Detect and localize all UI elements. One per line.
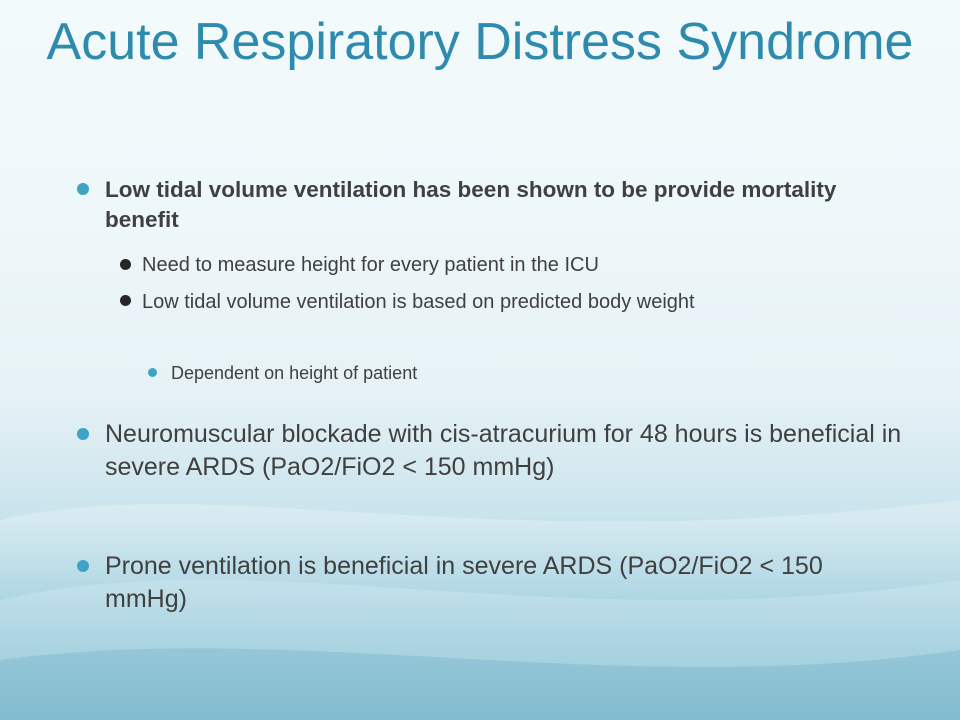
- bullet-predicted-body-weight: Low tidal volume ventilation is based on predicted body weight: [142, 291, 695, 313]
- slide-title: Acute Respiratory Distress Syndrome: [46, 13, 914, 71]
- bullet-prone-ventilation: Prone ventilation is beneficial in severe ARDS (PaO2/FiO2 < 150 mmHg): [105, 552, 823, 613]
- bullet-measure-height: Need to measure height for every patient in the ICU: [142, 254, 599, 276]
- bullet-dot-icon: [120, 295, 131, 306]
- bullet-neuromuscular-blockade: Neuromuscular blockade with cis-atracurium for 48 hours is beneficial in severe ARDS (PaO2/FiO2 < 150 mmHg): [105, 420, 902, 481]
- bullet-low-tidal-volume: Low tidal volume ventilation has been shown to be provide mortality benefit: [105, 177, 837, 232]
- bullet-dot-icon: [77, 560, 89, 572]
- bullet-dot-icon: [148, 368, 157, 377]
- bullet-dot-icon: [77, 183, 89, 195]
- bullet-height-of-patient: Dependent on height of patient: [171, 363, 418, 383]
- bullet-dot-icon: [120, 259, 131, 270]
- bullet-dot-icon: [77, 428, 89, 440]
